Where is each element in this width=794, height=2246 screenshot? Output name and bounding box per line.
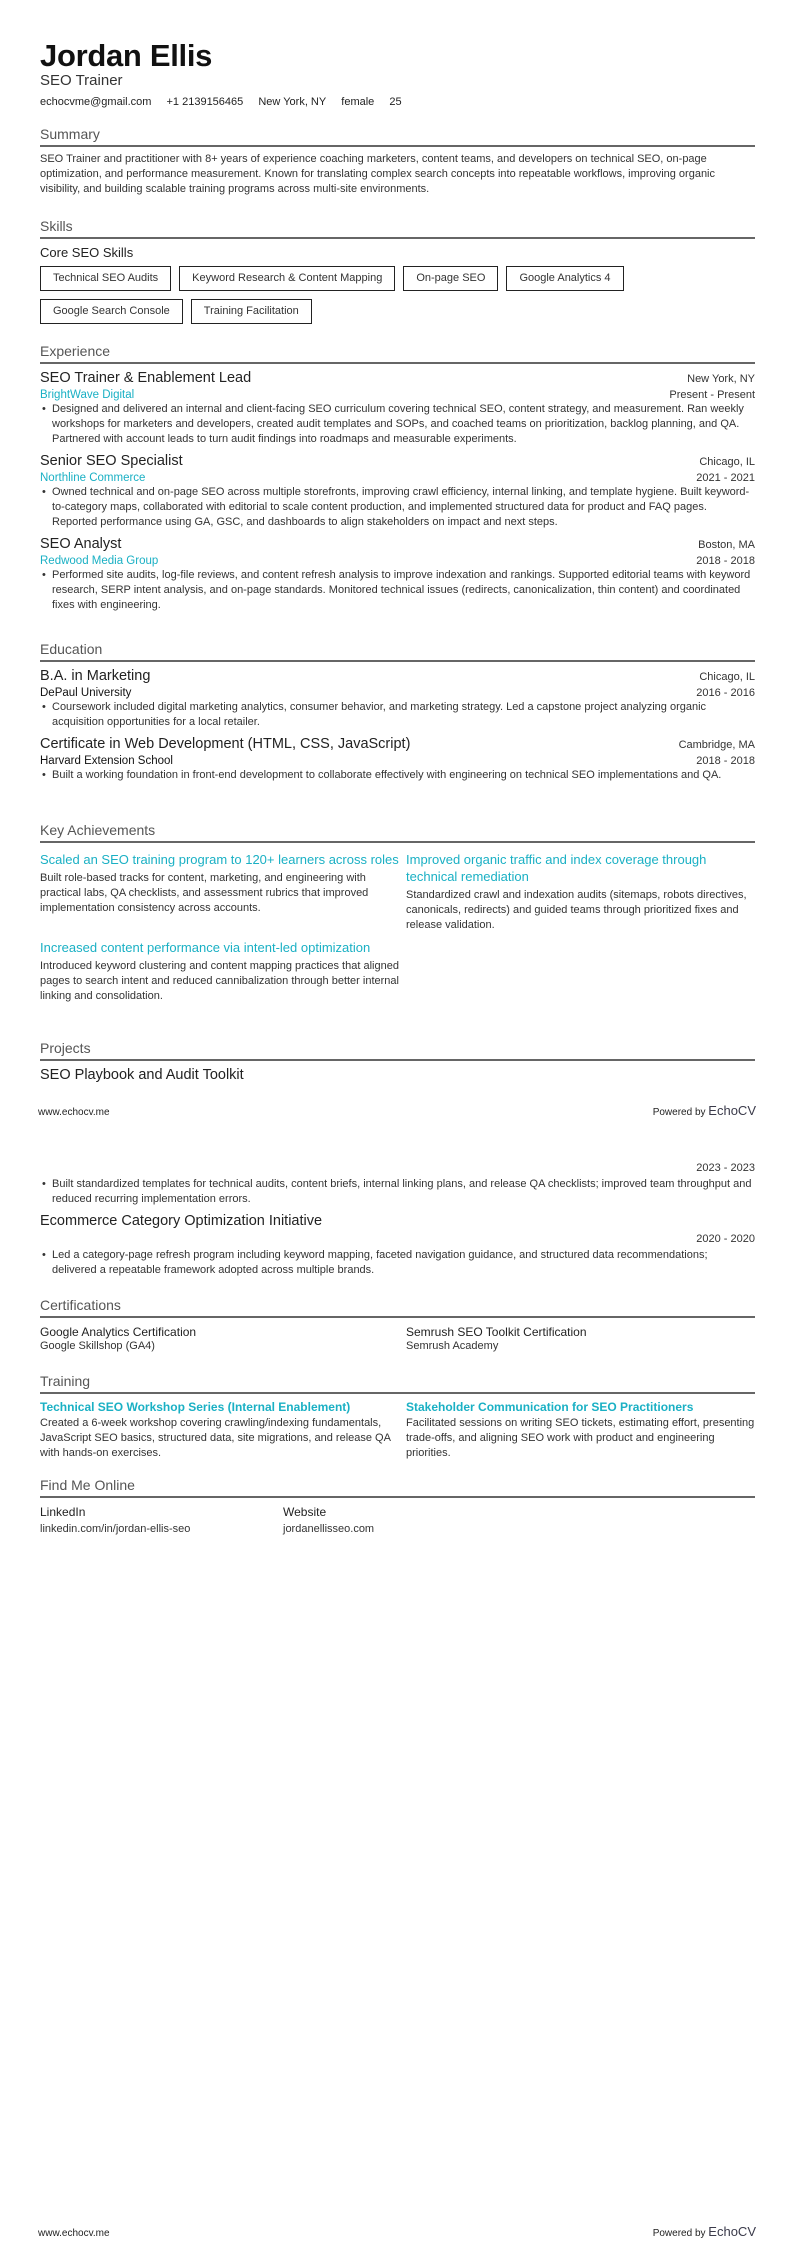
achievement-item (406, 845, 761, 933)
achievement-text: Standardized crawl and indexation audits (sitemaps, robots directives, canonicals, redirects) and guided teams through prioritized fixes and release validation. (406, 889, 747, 931)
online-section (40, 1477, 755, 1535)
achievement-text: Introduced keyword clustering and content mapping practices that aligned pages to search intent and reduced cannibalization through better internal linking and consolidation. (40, 960, 399, 1002)
school-name: Harvard Extension School (40, 755, 173, 767)
section-heading: Find Me Online (40, 1477, 755, 1498)
education-dates: 2018 - 2018 (696, 755, 755, 767)
job-dates: Present - Present (669, 389, 755, 401)
certification-issuer: Google Skillshop (GA4) (40, 1340, 155, 1352)
contact-email: echocvme@gmail.com (40, 96, 152, 108)
experience-section (40, 343, 755, 613)
candidate-name: Jordan Ellis (40, 38, 213, 73)
skill-tag: Google Search Console (40, 299, 183, 324)
page-footer (38, 1103, 756, 1118)
certification-name: Semrush SEO Toolkit Certification (406, 1325, 587, 1339)
school-location: Chicago, IL (699, 671, 755, 683)
footer-powered-by: Powered by EchoCV (652, 1103, 756, 1118)
online-label: Website (283, 1505, 327, 1519)
education-entry (40, 736, 755, 783)
summary-text: SEO Trainer and practitioner with 8+ years of experience coaching marketers, content teams, and developers on technical SEO, on-page optimization, and performance measurement. Known for translating complex search concepts into repeatable workflows, improving organic visibility, and building scalable training programs across multi-site environments. (40, 153, 716, 195)
certifications-section (40, 1297, 755, 1352)
bullet-icon: • (42, 486, 46, 498)
education-dates: 2016 - 2016 (696, 687, 755, 699)
education-entry (40, 668, 755, 730)
online-item-website (283, 1505, 526, 1535)
training-item (40, 1400, 400, 1461)
skills-group-title: Core SEO Skills (40, 245, 134, 260)
bullet-icon: • (42, 701, 46, 713)
section-heading: Education (40, 641, 755, 662)
section-heading: Experience (40, 343, 755, 364)
skill-tag: Keyword Research & Content Mapping (179, 266, 395, 291)
education-description: Built a working foundation in front-end development to collaborate effectively with engineering on technical SEO implementations and QA. (52, 769, 722, 781)
contact-line (40, 96, 414, 108)
certification-name: Google Analytics Certification (40, 1325, 197, 1339)
projects-continued (40, 1162, 755, 1278)
training-title: Technical SEO Workshop Series (Internal Enablement) (40, 1400, 351, 1414)
certification-item (406, 1325, 761, 1352)
skill-tag: Training Facilitation (191, 299, 312, 324)
job-location: Boston, MA (698, 539, 755, 551)
company-name: BrightWave Digital (40, 389, 135, 401)
company-name: Northline Commerce (40, 472, 146, 484)
contact-age: 25 (389, 96, 402, 108)
project-description: Led a category-page refresh program including keyword mapping, faceted navigation guidance, and structured data recommendations; delivered a repeatable framework adopted across multiple brands. (52, 1249, 708, 1276)
job-dates: 2021 - 2021 (696, 472, 755, 484)
linkedin-link[interactable]: linkedin.com/in/jordan-ellis-seo (40, 1523, 191, 1535)
contact-phone: +1 2139156465 (166, 96, 244, 108)
job-title: SEO Trainer & Enablement Lead (40, 370, 252, 386)
section-heading: Projects (40, 1040, 755, 1061)
training-section (40, 1373, 755, 1461)
skill-tag: On-page SEO (403, 266, 498, 291)
contact-gender: female (341, 96, 375, 108)
footer-powered-by: Powered by EchoCV (652, 2224, 756, 2239)
job-location: Chicago, IL (699, 456, 755, 468)
footer-site-link[interactable]: www.echocv.me (38, 2228, 110, 2239)
bullet-icon: • (42, 1249, 46, 1261)
training-title: Stakeholder Communication for SEO Practitioners (406, 1400, 694, 1414)
footer-brand: EchoCV (708, 2224, 756, 2239)
contact-location: New York, NY (258, 96, 327, 108)
education-description: Coursework included digital marketing analytics, consumer behavior, and marketing strategy. Led a capstone project analyzing organic acquisition opportunities for a local retailer. (52, 701, 707, 728)
projects-section (40, 1040, 755, 1083)
project-dates: 2020 - 2020 (696, 1233, 755, 1245)
skill-tag: Google Analytics 4 (506, 266, 623, 291)
candidate-title: SEO Trainer (40, 72, 123, 89)
achievement-text: Built role-based tracks for content, marketing, and engineering with practical labs, QA checklists, and assessment rubrics that improved implementation consistency across accounts. (40, 872, 369, 914)
job-title: Senior SEO Specialist (40, 453, 183, 469)
project-dates: 2023 - 2023 (696, 1162, 755, 1174)
job-description: Designed and delivered an internal and client-facing SEO curriculum covering technical SEO, content strategy, and measurement. Ran weekly workshops for marketers and developers, created audit templates and SOPs, and coached teams on prioritization, backlog planning, and QA. Partnered with account leads to turn audit findings into roadmaps and measurable experiments. (52, 403, 744, 445)
skill-tag: Technical SEO Audits (40, 266, 171, 291)
school-location: Cambridge, MA (678, 739, 755, 751)
training-item (406, 1400, 761, 1461)
training-text: Facilitated sessions on writing SEO tickets, estimating effort, presenting trade-offs, and aligning SEO work with product and engineering priorities. (406, 1417, 755, 1459)
online-item-linkedin (40, 1505, 283, 1535)
certification-issuer: Semrush Academy (406, 1340, 499, 1352)
section-heading: Training (40, 1373, 755, 1394)
certification-item (40, 1325, 400, 1352)
online-label: LinkedIn (40, 1505, 86, 1519)
degree-title: Certificate in Web Development (HTML, CSS, JavaScript) (40, 736, 411, 752)
skills-section (40, 218, 755, 324)
job-description: Owned technical and on-page SEO across multiple storefronts, improving crawl efficiency, internal linking, and template hygiene. Built keyword-to-category maps, collaborated with editorial to scale content production, and implemented structured data for product and FAQ pages. Reported performance using GA, GSC, and dashboards to align stakeholders on impact and next steps. (52, 486, 750, 528)
bullet-icon: • (42, 1178, 46, 1190)
section-heading: Certifications (40, 1297, 755, 1318)
degree-title: B.A. in Marketing (40, 668, 151, 684)
project-description: Built standardized templates for technical audits, content briefs, internal linking plans, and release QA checklists; improved team throughput and reduced recurring implementation errors. (52, 1178, 752, 1205)
skills-list (40, 266, 740, 324)
company-name: Redwood Media Group (40, 555, 159, 567)
experience-entry (40, 370, 755, 447)
bullet-icon: • (42, 403, 46, 415)
section-heading: Summary (40, 126, 755, 147)
job-description: Performed site audits, log-file reviews, and content refresh analysis to improve indexation and rankings. Supported editorial teams with keyword research, SERP intent analysis, and on-page standards. Monitored technical issues (redirects, canonicalization, thin content) and coordinated fixes with engineering. (52, 569, 751, 611)
job-title: SEO Analyst (40, 536, 122, 552)
achievement-title: Increased content performance via intent-led optimization (40, 940, 371, 955)
achievement-item (40, 845, 400, 933)
footer-brand: EchoCV (708, 1103, 756, 1118)
experience-entry (40, 453, 755, 530)
footer-site-link[interactable]: www.echocv.me (38, 1107, 110, 1118)
achievement-item (40, 933, 400, 1004)
training-text: Created a 6-week workshop covering crawling/indexing fundamentals, JavaScript SEO basics, structured data, site migrations, and release QA with hands-on exercises. (40, 1417, 391, 1459)
achievement-title: Scaled an SEO training program to 120+ learners across roles (40, 852, 399, 867)
experience-entry (40, 536, 755, 613)
project-title: Ecommerce Category Optimization Initiative (40, 1213, 323, 1229)
achievements-section (40, 822, 755, 1004)
bullet-icon: • (42, 769, 46, 781)
school-name: DePaul University (40, 687, 132, 699)
summary-section (40, 126, 755, 197)
job-location: New York, NY (687, 373, 755, 385)
project-title: SEO Playbook and Audit Toolkit (40, 1067, 244, 1083)
website-link[interactable]: jordanellisseo.com (283, 1523, 375, 1535)
achievement-title: Improved organic traffic and index coverage through technical remediation (406, 852, 707, 884)
page-footer (38, 2224, 756, 2239)
section-heading: Skills (40, 218, 755, 239)
bullet-icon: • (42, 569, 46, 581)
section-heading: Key Achievements (40, 822, 755, 843)
education-section (40, 641, 755, 783)
job-dates: 2018 - 2018 (696, 555, 755, 567)
